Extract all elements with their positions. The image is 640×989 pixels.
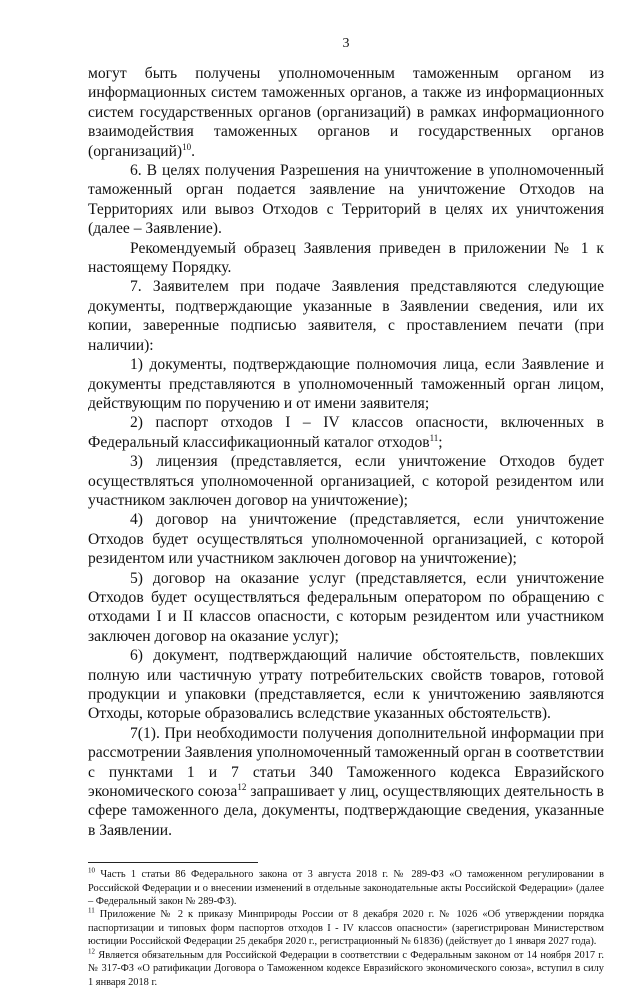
paragraph: 7. Заявителем при подаче Заявления представляются следующие документы, подтверждающие указанные в Заявлении сведения, или их копии, заверенные подписью заявителя, с проставлением печати (при наличии):	[88, 278, 604, 354]
list-item: 4) договор на уничтожение (представляется, если уничтожение Отходов будет осуществляться уполномоченной организацией, с которой резидентом или участником заключен договор на уничтожение);	[88, 511, 604, 568]
paragraph: 7(1). При необходимости получения дополнительной информации при рассмотрении Заявления уполномоченный таможенный орган в соответствии с пунктами 1 и 7 статьи 340 Таможенного кодекса Евразийского экономического союза$^{12}$ запрашивает у лиц, осуществляющих деятельность в сфере таможенного дела, документы, подтверждающие сведения, указанные в Заявлении.	[88, 724, 604, 839]
footnote-ref: 10	[182, 141, 192, 152]
footnote: $^{10}$ Часть 1 статьи 86 Федерального закона от 3 августа 2018 г. № 289-ФЗ «О таможенном регулировании в Российской Федерации и о внесении изменений в отдельные законодательные акты Российской Федерации» (далее – Федеральный закон № 289-ФЗ).	[88, 866, 604, 908]
page-number: 3	[342, 36, 350, 51]
footnote-divider	[88, 862, 258, 863]
footnote: $^{12}$ Является обязательным для Российской Федерации в соответствии с Федеральным законом от 14 ноября 2017 г. № 317-ФЗ «О ратификации Договора о Таможенном кодексе Евразийского экономического союза», вступил в силу 1 января 2018 г.	[88, 947, 604, 988]
paragraph: Рекомендуемый образец Заявления приведен в приложении № 1 к настоящему Порядку.	[88, 239, 604, 277]
paragraph: могут быть получены уполномоченным таможенным органом из информационных систем таможенных органов, а также из информационных систем государственных органов (организаций) в рамках информационного взаимодействия таможенных органов и государственных органов (организаций)$^{10}$.	[88, 65, 604, 160]
list-item: 3) лицензия (представляется, если уничтожение Отходов будет осуществляться уполномоченной организацией, с которой резидентом или участником заключен договор на уничтожение);	[88, 453, 604, 509]
list-item: 1) документы, подтверждающие полномочия лица, если Заявление и документы представляются в уполномоченный таможенный орган лицом, действующим по поручению и от имени заявителя;	[88, 356, 604, 412]
body-text	[88, 64, 604, 840]
paragraph: 6. В целях получения Разрешения на уничтожение в уполномоченный таможенный орган подается заявление на уничтожение Отходов на Территориях или вывоз Отходов с Территорий в целях их уничтожения (далее – Заявление).	[88, 162, 604, 238]
footnote-ref: 11	[429, 432, 439, 443]
footnote: $^{11}$ Приложение № 2 к приказу Минприроды России от 8 декабря 2020 г. № 1026 «Об утверждении порядка паспортизации и типовых форм паспортов отходов I - IV классов опасности» (зарегистрирован Министерством юстиции Российской Федерации 25 декабря 2020 г., регистрационный № 61836) (действует до 1 января 2027 года).	[88, 907, 604, 948]
footnotes	[88, 868, 604, 989]
footnote-ref: 12	[237, 781, 247, 792]
list-item: 5) договор на оказание услуг (представляется, если уничтожение Отходов будет осуществляться федеральным оператором по обращению с отходами I и II классов опасности, с которым резидентом или участником заключен договор на оказание услуг);	[88, 569, 604, 645]
list-item: 6) документ, подтверждающий наличие обстоятельств, повлекших полную или частичную утрату потребительских свойств товаров, готовой продукции и упаковки (представляется, если к уничтожению заявляются Отходы, которые образовались вследствие указанных обстоятельств).	[88, 647, 604, 723]
list-item: 2) паспорт отходов I – IV классов опасности, включенных в Федеральный классификационный каталог отходов$^{11}$;	[88, 414, 604, 451]
